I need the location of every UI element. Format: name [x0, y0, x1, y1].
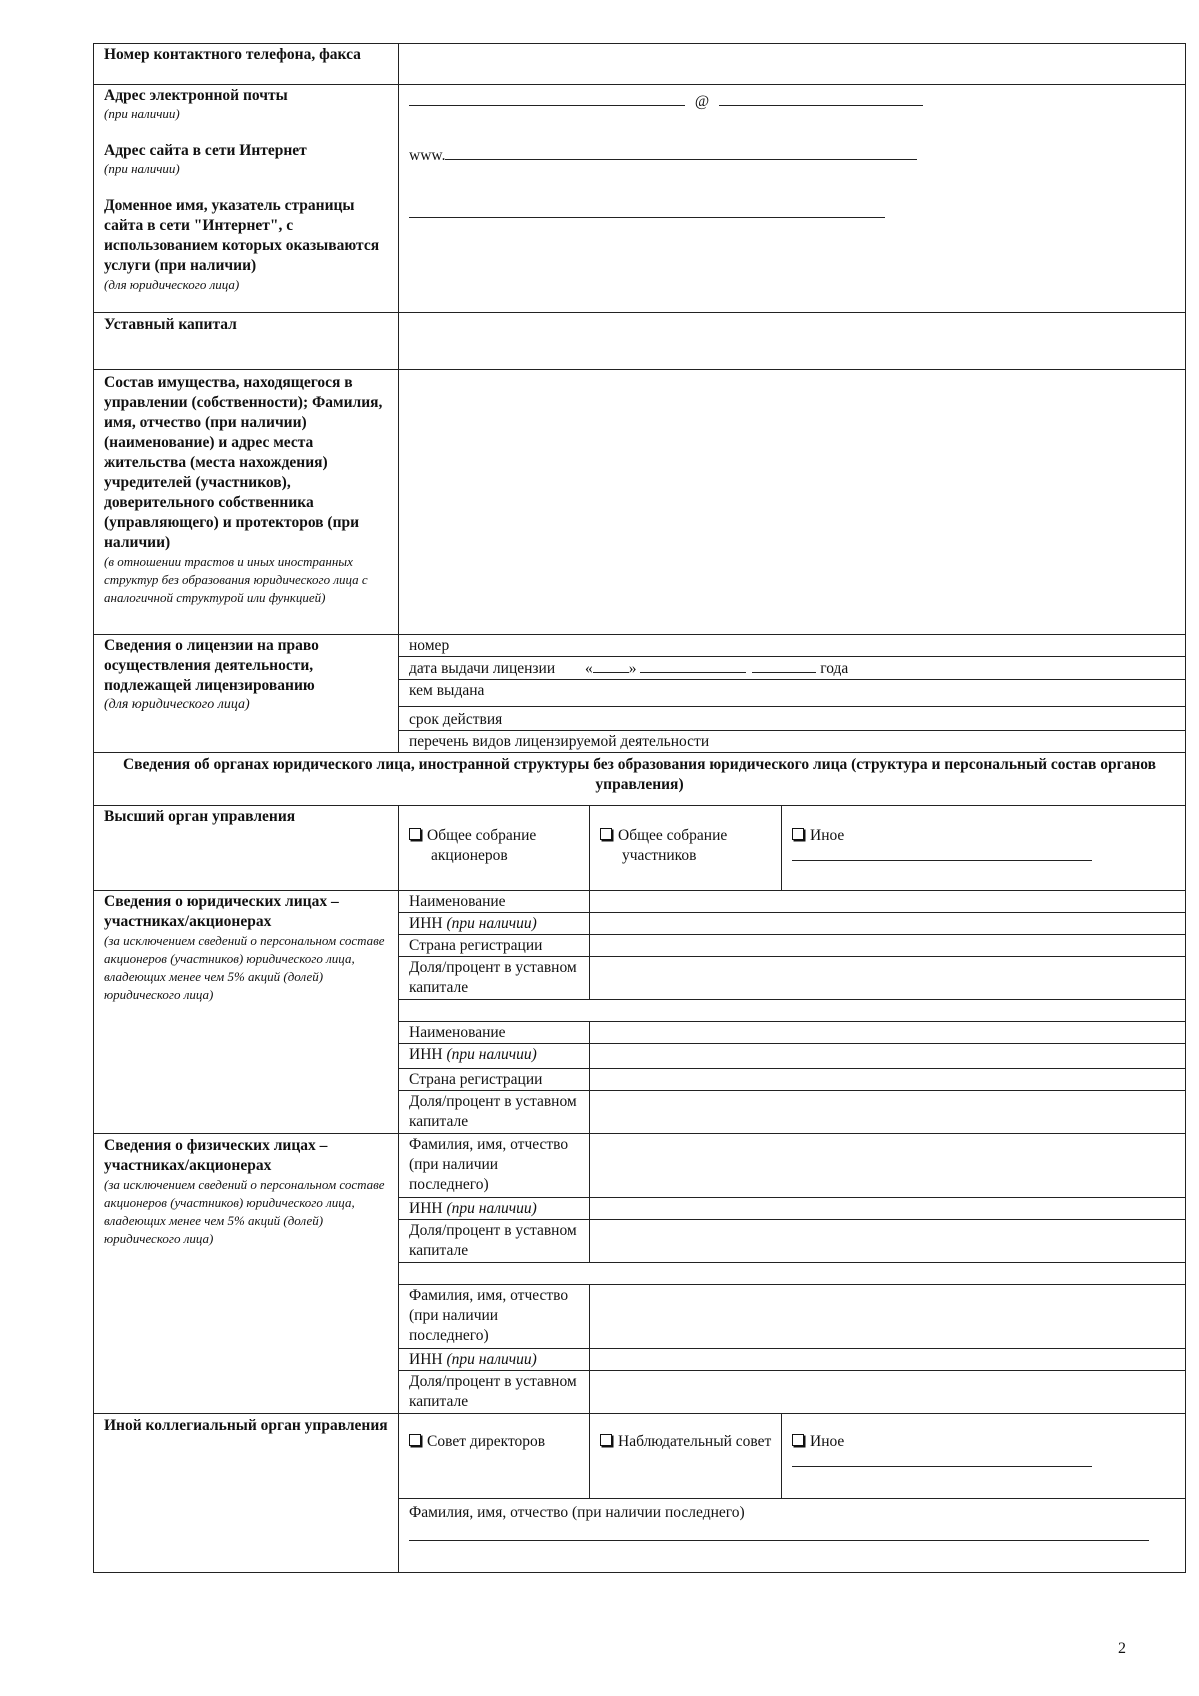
- license-note: (для юридического лица): [104, 697, 250, 712]
- email-label: Адрес электронной почты: [104, 87, 288, 104]
- checkbox-icon[interactable]: [409, 828, 421, 840]
- checkbox-icon[interactable]: [409, 1434, 421, 1446]
- domain-field[interactable]: [409, 203, 1177, 223]
- physical-share-label: Доля/процент в уставном капитале: [399, 1371, 590, 1414]
- legal-entities-note: (за исключением сведений о персональном составе акционеров (участников) юридического лица, владеющих менее чем 5% акций (долей) юридического лица): [104, 933, 385, 1002]
- legal-entities-label-cell: [94, 891, 399, 1134]
- site-field[interactable]: [409, 145, 1177, 165]
- physical-share-field[interactable]: [590, 1371, 1186, 1414]
- license-issuer-field[interactable]: кем выдана: [399, 680, 1186, 707]
- license-label: Сведения о лицензии на право осуществления деятельности, подлежащей лицензированию: [104, 637, 319, 694]
- license-number-field[interactable]: номер: [399, 635, 1186, 657]
- legal-share-field[interactable]: [590, 957, 1186, 1000]
- collegial-fio-field[interactable]: [399, 1499, 1186, 1573]
- contacts-fields-cell: [399, 85, 1186, 313]
- physical-spacer-row: [399, 1263, 1186, 1285]
- legal-name-label: Наименование: [399, 891, 590, 913]
- option-participants[interactable]: Общее собрание участников: [590, 806, 782, 891]
- supreme-body-label: Высший орган управления: [94, 806, 399, 891]
- physical-fio-label: Фамилия, имя, отчество (при наличии последнего): [399, 1285, 590, 1349]
- legal-share-label: Доля/процент в уставном капитале: [399, 957, 590, 1000]
- phone-label: Номер контактного телефона, факса: [94, 44, 399, 85]
- legal-country-field[interactable]: [590, 1069, 1186, 1091]
- contacts-label-cell: [94, 85, 399, 313]
- license-date-field[interactable]: дата выдачи лицензии « » года: [399, 657, 1186, 680]
- option-board[interactable]: Совет директоров: [399, 1414, 590, 1499]
- page-number: 2: [1118, 1640, 1126, 1657]
- site-prefix: www.: [409, 147, 446, 164]
- legal-name-field[interactable]: [590, 1022, 1186, 1044]
- capital-label: Уставный капитал: [94, 313, 399, 370]
- domain-note: (для юридического лица): [104, 277, 240, 292]
- checkbox-icon[interactable]: [792, 828, 804, 840]
- collegial-fio-label: Фамилия, имя, отчество (при наличии последнего): [409, 1504, 745, 1521]
- capital-field[interactable]: [399, 313, 1186, 370]
- email-field[interactable]: [409, 91, 1177, 111]
- physical-inn-field[interactable]: [590, 1198, 1186, 1220]
- collegial-body-label: Иной коллегиальный орган управления: [94, 1414, 399, 1573]
- property-label: Состав имущества, находящегося в управлении (собственности); Фамилия, имя, отчество (при наличии) (наименование) и адрес места жительства (места нахождения) учредителей (участников), доверительного собственника (управляющего) и протекторов (при наличии): [104, 374, 383, 551]
- physical-inn-label: ИНН (при наличии): [399, 1198, 590, 1220]
- legal-name-field[interactable]: [590, 891, 1186, 913]
- legal-country-field[interactable]: [590, 935, 1186, 957]
- legal-inn-field[interactable]: [590, 913, 1186, 935]
- physical-inn-label: ИНН (при наличии): [399, 1349, 590, 1371]
- option-other[interactable]: Иное: [782, 806, 1186, 891]
- physical-persons-label-cell: [94, 1134, 399, 1414]
- option-shareholders[interactable]: Общее собрание акционеров: [399, 806, 590, 891]
- checkbox-icon[interactable]: [792, 1434, 804, 1446]
- email-at-sign: @: [694, 93, 710, 110]
- legal-country-label: Страна регистрации: [399, 935, 590, 957]
- property-label-cell: [94, 370, 399, 635]
- property-note: (в отношении трастов и иных иностранных структур без образования юридического лица с аналогичной структурой или функцией): [104, 554, 368, 605]
- license-activities-field[interactable]: перечень видов лицензируемой деятельности: [399, 731, 1186, 753]
- option-other-collegial[interactable]: Иное: [782, 1414, 1186, 1499]
- physical-fio-label: Фамилия, имя, отчество (при наличии последнего): [399, 1134, 590, 1198]
- physical-persons-note: (за исключением сведений о персональном составе акционеров (участников) юридического лица, владеющих менее чем 5% акций (долей) юридического лица): [104, 1177, 385, 1246]
- physical-fio-field[interactable]: [590, 1285, 1186, 1349]
- checkbox-icon[interactable]: [600, 1434, 612, 1446]
- checkbox-icon[interactable]: [600, 828, 612, 840]
- domain-label: Доменное имя, указатель страницы сайта в сети "Интернет", с использованием которых оказываются услуги (при наличии): [104, 197, 380, 274]
- physical-inn-field[interactable]: [590, 1349, 1186, 1371]
- legal-share-label: Доля/процент в уставном капитале: [399, 1091, 590, 1134]
- questionnaire-table: [93, 43, 1186, 1573]
- physical-fio-field[interactable]: [590, 1134, 1186, 1198]
- physical-persons-label: Сведения о физических лицах – участниках/акционерах: [104, 1137, 328, 1174]
- email-note: (при наличии): [104, 106, 180, 121]
- section-heading: Сведения об органах юридического лица, иностранной структуры без образования юридического лица (структура и персональный состав органов управления): [94, 753, 1186, 806]
- phone-field[interactable]: [399, 44, 1186, 85]
- legal-entities-label: Сведения о юридических лицах – участниках/акционерах: [104, 893, 339, 930]
- physical-share-field[interactable]: [590, 1220, 1186, 1263]
- site-note: (при наличии): [104, 161, 180, 176]
- legal-country-label: Страна регистрации: [399, 1069, 590, 1091]
- legal-spacer-row: [399, 1000, 1186, 1022]
- property-field[interactable]: [399, 370, 1186, 635]
- site-label: Адрес сайта в сети Интернет: [104, 142, 307, 159]
- option-supervisory[interactable]: Наблюдательный совет: [590, 1414, 782, 1499]
- legal-inn-label: ИНН (при наличии): [399, 913, 590, 935]
- license-term-field[interactable]: срок действия: [399, 707, 1186, 731]
- physical-share-label: Доля/процент в уставном капитале: [399, 1220, 590, 1263]
- license-label-cell: [94, 635, 399, 753]
- legal-inn-label: ИНН (при наличии): [399, 1044, 590, 1069]
- legal-name-label: Наименование: [399, 1022, 590, 1044]
- legal-inn-field[interactable]: [590, 1044, 1186, 1069]
- legal-share-field[interactable]: [590, 1091, 1186, 1134]
